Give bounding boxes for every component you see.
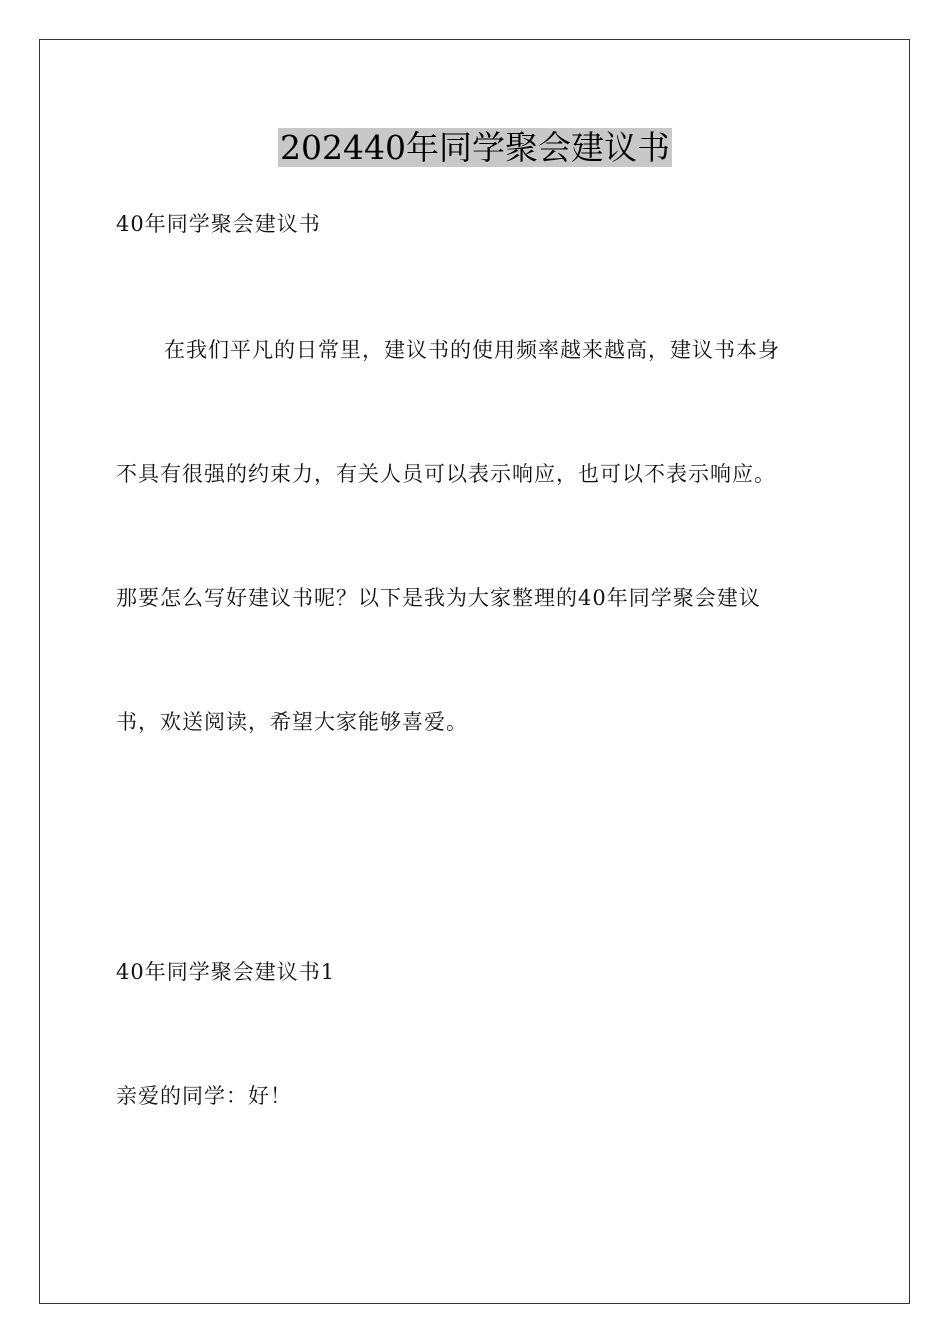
letter-salutation: 亲爱的同学：好！ (116, 1084, 292, 1108)
document-title (0, 126, 950, 170)
intro-paragraph-line: 不具有很强的约束力，有关人员可以表示响应，也可以不表示响应。 (116, 462, 776, 486)
intro-paragraph-line: 书，欢送阅读，希望大家能够喜爱。 (116, 710, 468, 734)
intro-paragraph-line: 那要怎么写好建议书呢？以下是我为大家整理的40年同学聚会建议 (116, 586, 761, 610)
section-heading: 40年同学聚会建议书1 (116, 960, 336, 984)
intro-paragraph-line: 在我们平凡的日常里，建议书的使用频率越来越高，建议书本身 (164, 338, 780, 362)
document-title-text: 202440年同学聚会建议书 (280, 128, 670, 167)
document-subtitle: 40年同学聚会建议书 (116, 212, 321, 236)
